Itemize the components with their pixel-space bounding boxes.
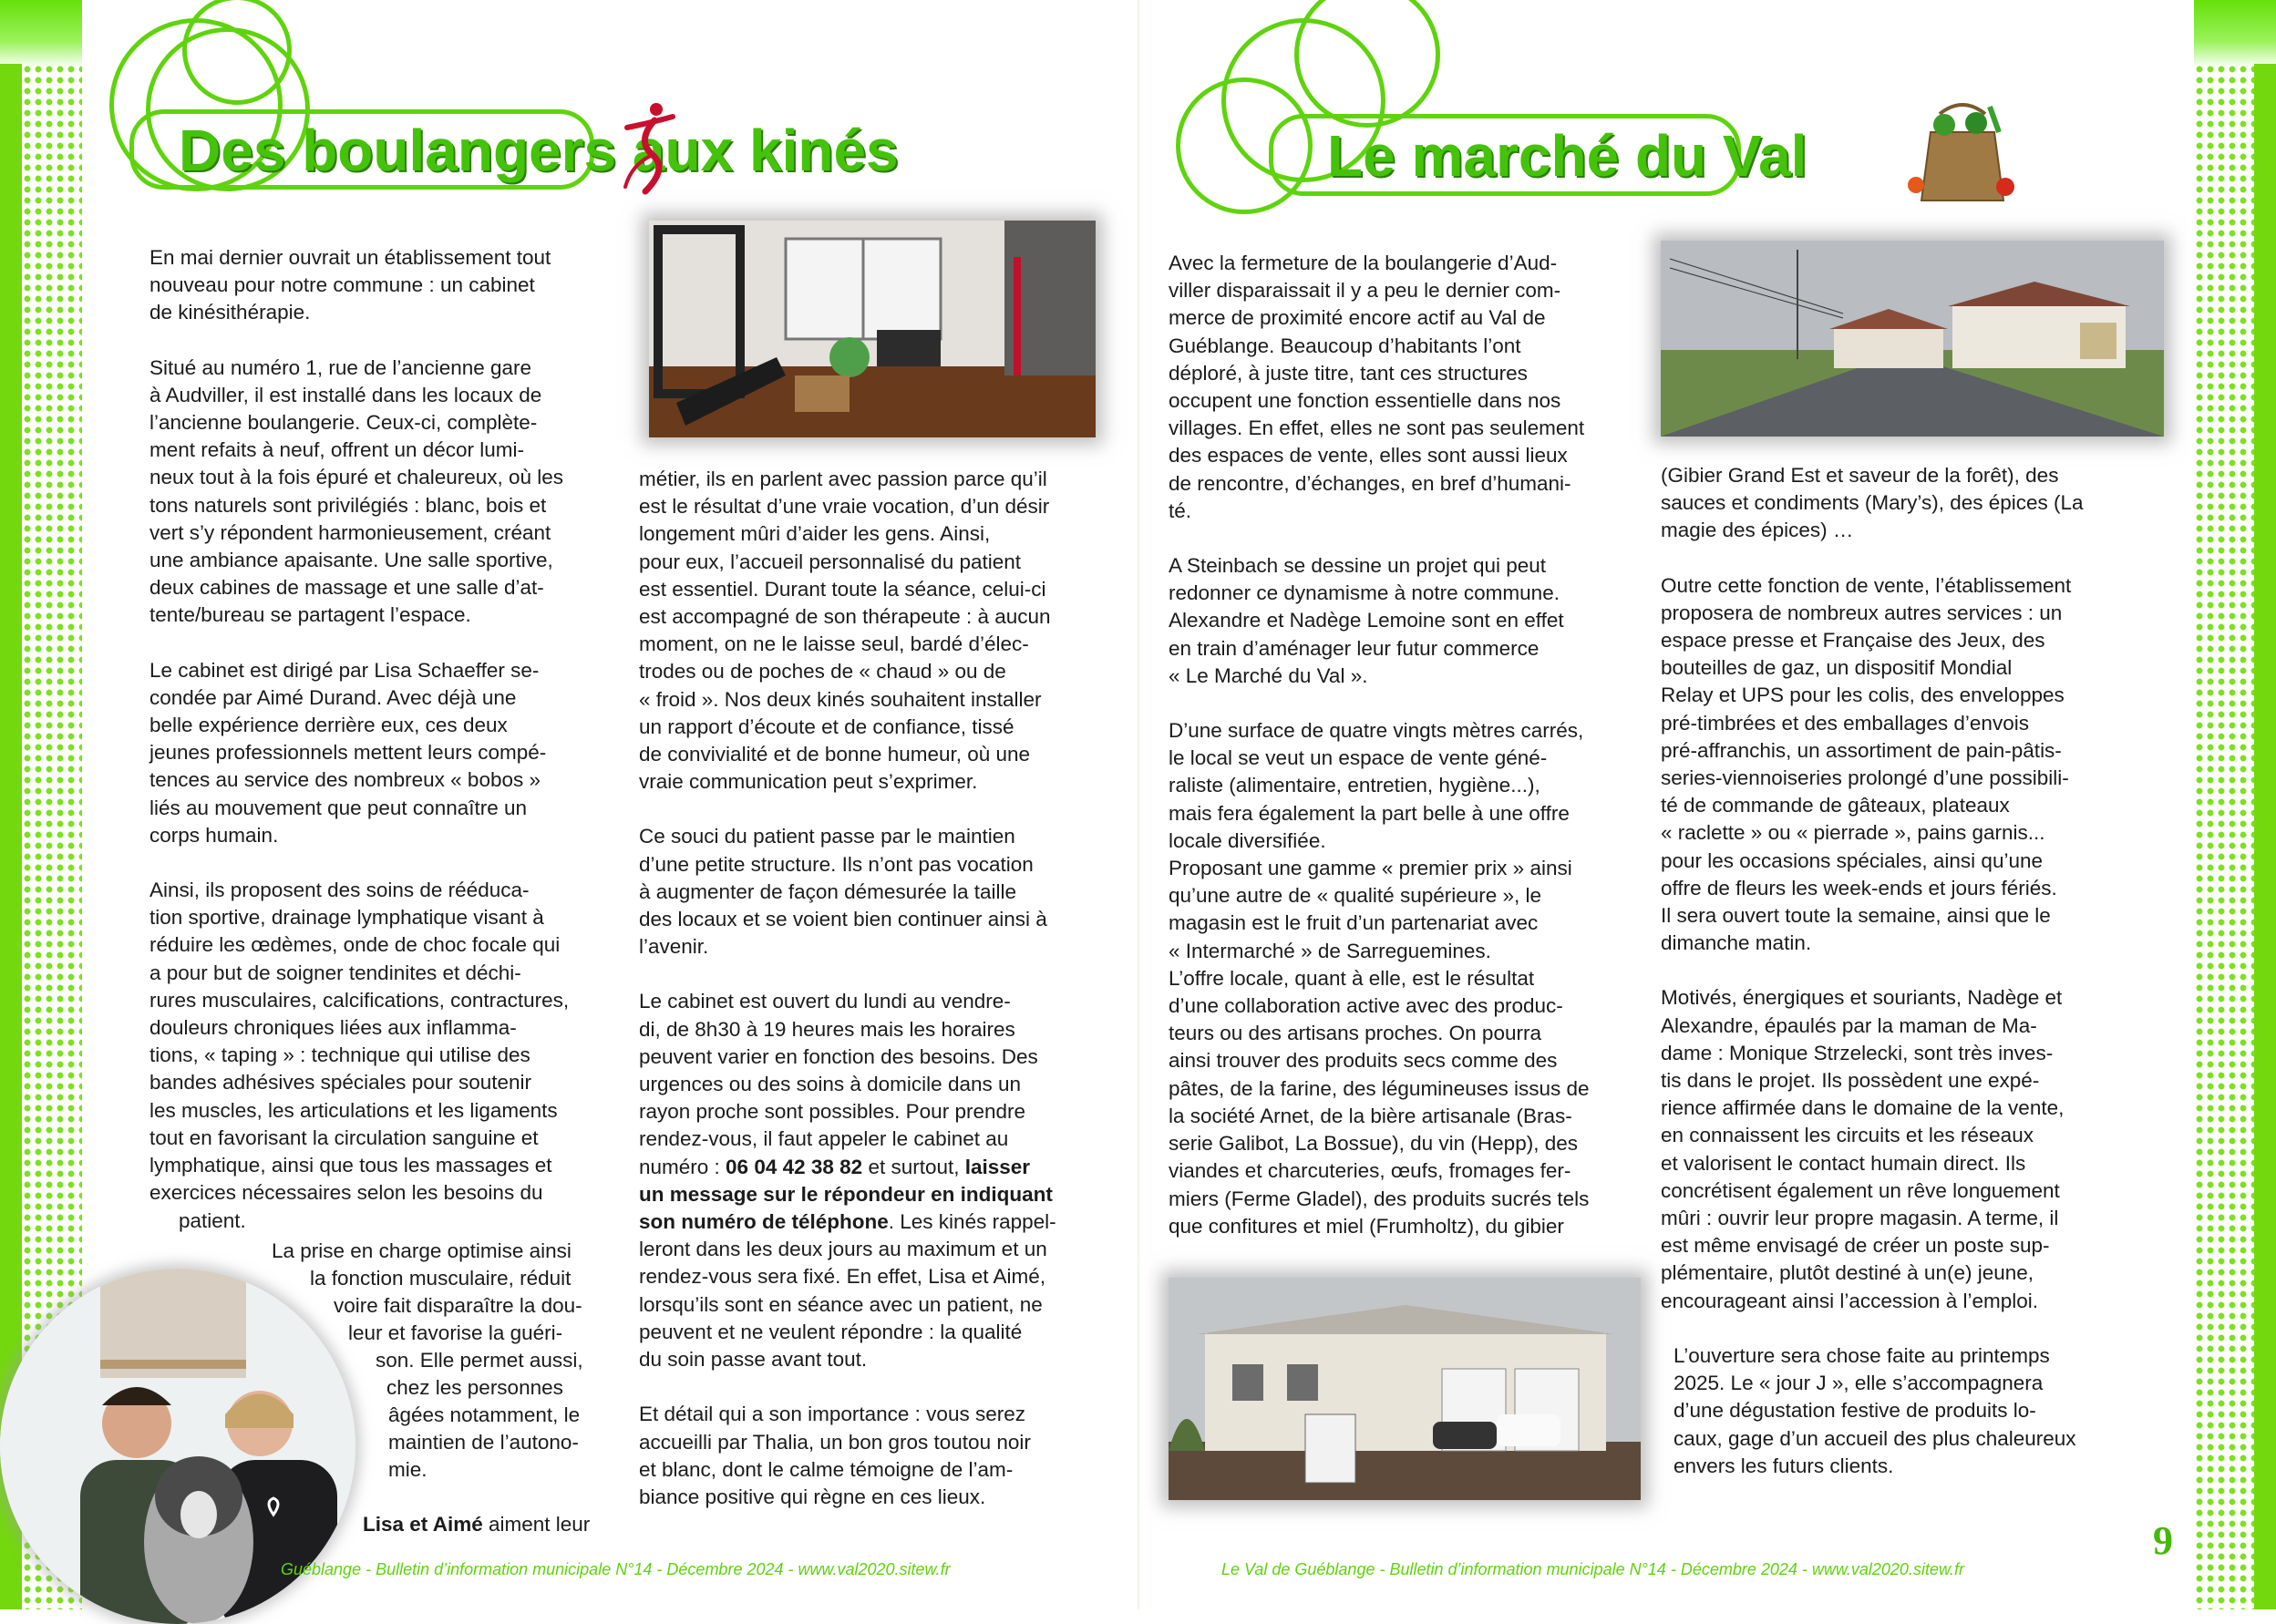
paragraph: En mai dernier ouvrait un établissement tout nouveau pour notre commune : un cabinet de kinésithérapie.: [149, 246, 551, 324]
grocery-bag-icon: [1903, 96, 2022, 203]
wrap-line: chez les personnes: [386, 1376, 563, 1399]
right-column-2: [1661, 462, 2144, 1507]
hours-text: . Les kinés rappel- leront dans les deux jours au maximum et un rendez-vous sera fixé. En effet, Lisa et Aimé, lorsqu’ils sont en séance avec un patient, ne peuvent et ne veulent répondre : la qualité du soin passe avant tout.: [639, 1210, 1056, 1372]
wrap-line: La prise en charge optimise ainsi: [272, 1239, 572, 1262]
right-page: [1139, 0, 2194, 1609]
wrap-line: âgées notamment, le: [388, 1403, 581, 1426]
wrap-line: leur et favorise la guéri-: [348, 1321, 563, 1344]
paragraph: Ce souci du patient passe par le maintien d’une petite structure. Ils n’ont pas vocation à augmenter de façon démesurée la taille des locaux et se voient bien continuer ainsi à l’avenir.: [639, 825, 1047, 959]
footer-text: Le Val de Guéblange - Bulletin d’information municipale N°14 - Décembre 2024 - www.val2020.sitew.fr: [1221, 1560, 1964, 1578]
page-title: Des boulangers aux kinés: [179, 118, 899, 183]
paragraph: Ainsi, ils proposent des soins de rééduca- tion sportive, drainage lymphatique visant à réduire les œdèmes, onde de choc focale qui a pour but de soigner tendinites et déchi- rures musculaires, calcifications, contractures, douleurs chroniques liées aux inflamma- tions, « taping » : technique qui utilise des bandes adhésives spéciales pour soutenir les muscles, les articulations et les ligaments tout en favorisant la circulation sanguine et lymphatique, ainsi que tous les massages et exercices nécessaires selon les besoins du: [149, 879, 570, 1205]
hours-text: et surtout,: [862, 1155, 965, 1178]
left-column-2: [639, 466, 1113, 1538]
right-green-strip: [2254, 64, 2276, 1609]
paragraph: Avec la fermeture de la boulangerie d’Aud- viller disparaissait il y a peu le dernier com- merce de proximité encore actif au Val de Guéblange. Beaucoup d’habitants l’ont déploré, à juste titre, tant ces structures occupent une fonction essentielle dans nos villages. En effet, elles ne sont pas seulement des espaces de vente, elles sont aussi lieux de rencontre, d’échanges, en bref d’humani- té.: [1169, 252, 1585, 522]
page-number: 9: [2153, 1518, 2173, 1563]
market-building-photo: [1169, 1278, 1641, 1500]
paragraph: Situé au numéro 1, rue de l’ancienne gare à Audviller, il est installé dans les locaux de l’ancienne boulangerie. Ceux-ci, complète- ment refaits à neuf, offrent un décor lumi- neux tout à la fois épuré et chaleureux, où les tons naturels sont privilégiés : blanc, bois et vert s’y répondent harmonieusement, créant une ambiance apaisante. Une salle sportive, deux cabines de massage et une salle d’at- tente/bureau se partagent l’espace.: [149, 355, 564, 627]
left-column-1: [149, 244, 623, 1235]
wrap-line: voire fait disparaître la dou-: [334, 1294, 582, 1317]
paragraph: A Steinbach se dessine un projet qui peut redonner ce dynamisme à notre commune. Alexandre et Nadège Lemoine sont en effet en train d’aménager leur futur commerce « Le Marché du Val ».: [1169, 554, 1564, 687]
left-page: [82, 0, 1138, 1609]
phone-number: 06 04 42 38 82: [726, 1155, 863, 1178]
paragraph-end: patient.: [179, 1208, 246, 1232]
wrap-line: mie.: [388, 1458, 427, 1481]
decor-circle: [182, 0, 292, 105]
names-bold: Lisa et Aimé: [363, 1513, 483, 1536]
paragraph-hours: [639, 988, 1113, 1373]
page-title: Le marché du Val: [1327, 123, 1807, 189]
village-street-photo: [1661, 241, 2164, 437]
wrap-line-names: [363, 1511, 636, 1538]
wrap-line: maintien de l’autono-: [388, 1431, 579, 1454]
message-instruction: laisser un message sur le répondeur en indiquant son numéro de téléphone: [639, 1155, 1053, 1234]
names-rest: aiment leur: [482, 1513, 591, 1536]
paragraph: métier, ils en parlent avec passion parce qu’il est le résultat d’une vraie vocation, d’un désir longement mûri d’aider les gens. Ainsi, pour eux, l’accueil personnalisé du patient est essentiel. Durant toute la séance, celui-ci est accompagné de son thérapeute : à aucun moment, on ne le laisse seul, bardé d’élec- trodes ou de poches de « chaud » ou de « froid ». Nos deux kinés souhaitent installer un rapport d’écoute et de confiance, tissé de convivialité et de bonne humeur, où une vraie communication peut s’exprimer.: [639, 468, 1051, 794]
kine-figure-icon: [618, 100, 682, 196]
paragraph: Et détail qui a son importance : vous serez accueilli par Thalia, un bon gros toutou noir et blanc, dont le calme témoigne de l’am- biance positive qui règne en ces lieux.: [639, 1403, 1031, 1508]
paragraph: L’ouverture sera chose faite au printemps 2025. Le « jour J », elle s’accompagnera d’une dégustation festive de produits lo- caux, gage d’un accueil des plus chaleureux envers les futurs clients.: [1674, 1343, 2076, 1477]
paragraph: Outre cette fonction de vente, l’établissement proposera de nombreux autres services : un espace presse et Française des Jeux, des bouteilles de gaz, un dispositif Mondial Relay et UPS pour les colis, des enveloppes pré-timbrées et des emballages d’envois pré-affranchis, un assortiment de pain-pâtis- series-viennoiseries prolongé d’une possibili- té de commande de gâteaux, plateaux « raclette » ou « pierrade », pains garnis... pour les occasions spéciales, ainsi qu’une offre de fleurs les week-ends et jours fériés. Il sera ouvert toute la semaine, ainsi que le dimanche matin.: [1661, 573, 2072, 955]
paragraph: (Gibier Grand Est et saveur de la forêt), des sauces et condiments (Mary’s), des épices (La magie des épices) …: [1661, 464, 2084, 542]
footer-text: Guéblange - Bulletin d’information municipale N°14 - Décembre 2024 - www.val2020.sitew.fr: [281, 1560, 951, 1578]
gym-room-photo: [649, 221, 1096, 437]
hours-text: Le cabinet est ouvert du lundi au vendre- di, de 8h30 à 19 heures mais les horaires peuvent varier en fonction des besoins. Des urgences ou des soins à domicile dans un rayon proche sont possibles. Pour prendre rendez-vous, il faut appeler le cabinet au numéro :: [639, 990, 1038, 1178]
paragraph: D’une surface de quatre vingts mètres carrés, le local se veut un espace de vente géné- raliste (alimentaire, entretien, hygiène...), mais fera également la part belle à une offre locale diversifiée. Proposant une gamme « premier prix » ainsi qu’une autre de « qualité supérieure », le magasin est le fruit d’un partenariat avec « Intermarché » de Sarreguemines. L’offre locale, quant à elle, est le résultat d’une collaboration active avec des produc- teurs ou des artisans proches. On pourra ainsi trouver des produits secs comme des pâtes, de la farine, des légumineuses issus de la société Arnet, de la bière artisanale (Bras- serie Galibot, La Bossue), du vin (Hepp), des viandes et charcuteries, œufs, fromages fer- miers (Ferme Gladel), des produits sucrés tels que confitures et miel (Frumholtz), du gibier: [1169, 719, 1590, 1238]
right-column-1: [1169, 250, 1643, 1240]
wrap-line: son. Elle permet aussi,: [376, 1349, 583, 1372]
wrap-line: la fonction musculaire, réduit: [310, 1267, 572, 1290]
paragraph: Le cabinet est dirigé par Lisa Schaeffer se- condée par Aimé Durand. Avec déjà une belle expérience derrière eux, ces deux jeunes professionnels mettent leurs compé- tences au service des nombreux « bobos » liés au mouvement que peut connaître un corps humain.: [149, 658, 547, 847]
paragraph: Motivés, énergiques et souriants, Nadège et Alexandre, épaulés par la maman de Ma- dame : Monique Strzelecki, sont très inves- tis dans le projet. Ils possèdent une expé- rience affirmée dans le domaine de la vente, en connaissent les circuits et les réseaux et valorisent le contact humain direct. Ils concrétisent également un rêve longuement mûri : ouvrir leur propre magasin. A terme, il est même envisagé de créer un poste sup- plémentaire, plutôt destiné à un(e) jeune, encourageant ainsi l’accession à l’emploi.: [1661, 986, 2065, 1312]
